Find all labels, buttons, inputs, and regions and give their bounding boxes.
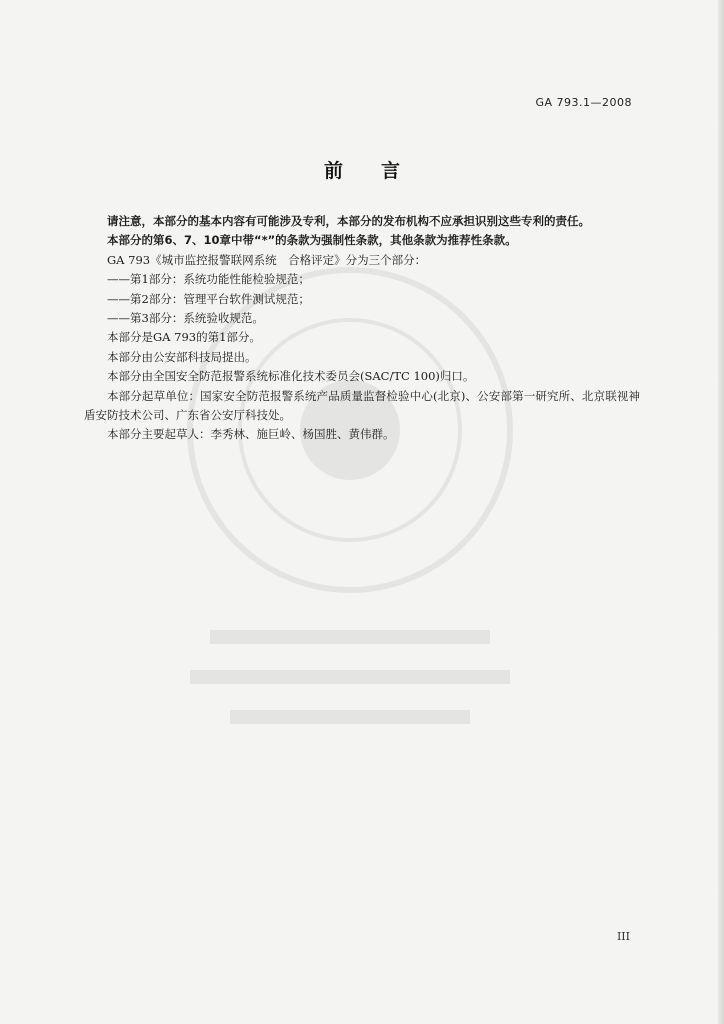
page-edge [718, 0, 724, 1024]
part-2-item: ——第2部分：管理平台软件测试规范； [107, 291, 310, 306]
part-1-item: ——第1部分：系统功能性能检验规范； [107, 272, 310, 287]
mandatory-clauses: 本部分的第6、7、10章中带“*”的条款为强制性条款，其他条款为推荐性条款。 [107, 233, 517, 248]
main-drafters: 本部分主要起草人：李秀林、施巨岭、杨国胜、黄伟群。 [107, 427, 395, 442]
drafting-units: 本部分起草单位：国家安全防范报警系统产品质量监督检验中心(北京)、公安部第一研究所、北京联视神盾安防技术公司、广东省公安厅科技处。 [84, 388, 640, 423]
patent-notice: 请注意，本部分的基本内容有可能涉及专利，本部分的发布机构不应承担识别这些专利的责任。 [107, 214, 590, 228]
foreword-body [84, 212, 640, 445]
standard-code: GA 793.1—2008 [535, 96, 632, 109]
this-part-statement: 本部分是GA 793的第1部分。 [107, 330, 261, 345]
under-jurisdiction: 本部分由全国安全防范报警系统标准化技术委员会(SAC/TC 100)归口。 [107, 369, 475, 384]
part-3-item: ——第3部分：系统验收规范。 [107, 311, 264, 326]
page-title: 前言 [323, 160, 438, 182]
proposed-by: 本部分由公安部科技局提出。 [107, 349, 257, 364]
page-number: III [616, 930, 630, 943]
parts-intro: GA 793《城市监控报警联网系统 合格评定》分为三个部分： [107, 252, 427, 267]
